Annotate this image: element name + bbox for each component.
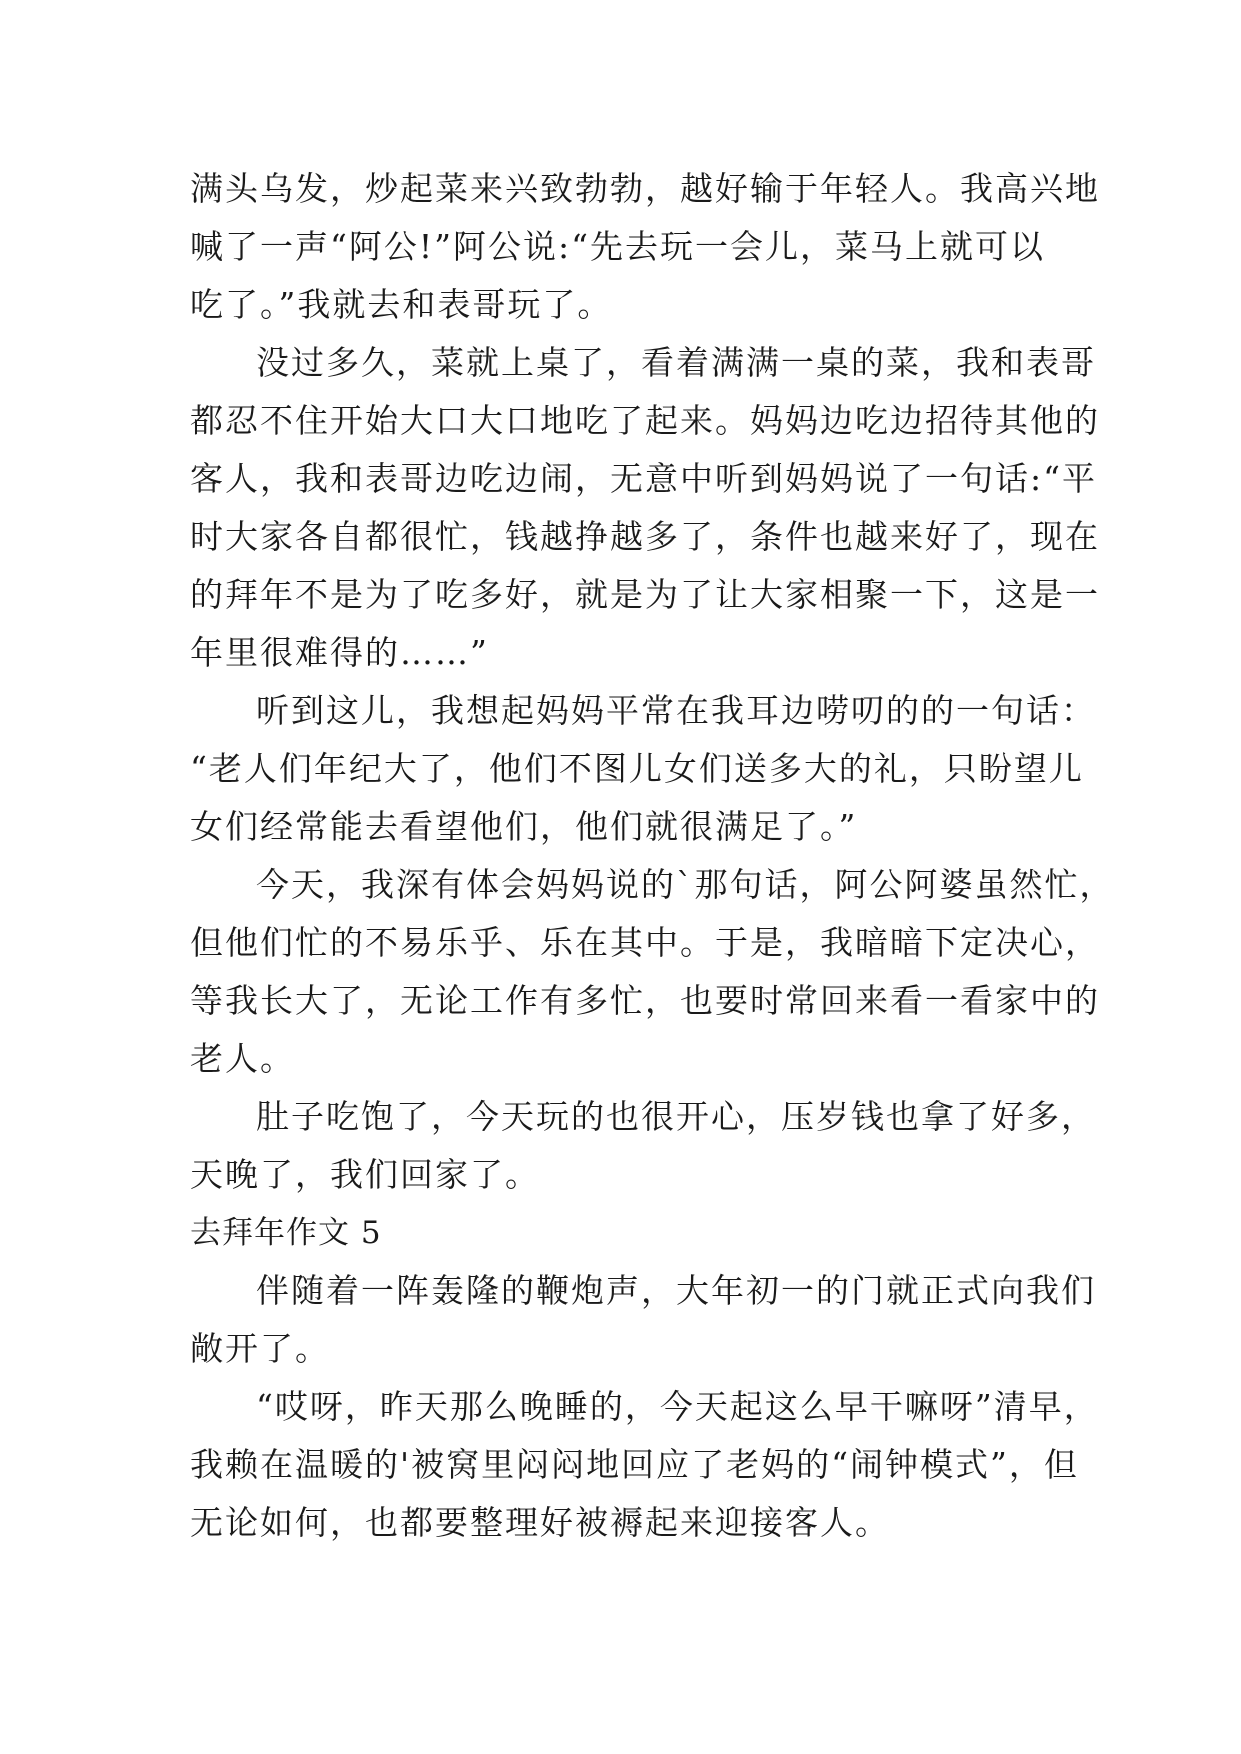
text-line: 吃了。”我就去和表哥玩了。 [190, 285, 613, 324]
paragraph [190, 856, 1115, 1088]
text-line: 都忍不住开始大口大口地吃了起来。妈妈边吃边招待其他的 [190, 401, 1100, 440]
text-line: 没过多久，菜就上桌了，看着满满一桌的菜，我和表哥 [256, 343, 1096, 382]
paragraph [190, 160, 1100, 334]
text-line: 听到这儿，我想起妈妈平常在我耳边唠叨的的一句话： [256, 691, 1096, 730]
text-line: 天晚了，我们回家了。 [190, 1155, 540, 1194]
text-line: 但他们忙的不易乐乎、乐在其中。于是，我暗暗下定决心， [190, 923, 1100, 962]
text-line: 满头乌发，炒起菜来兴致勃勃，越好输于年轻人。我高兴地 [190, 169, 1100, 208]
text-line: 老人。 [190, 1039, 295, 1078]
text-line: 无论如何，也都要整理好被褥起来迎接客人。 [190, 1503, 890, 1542]
paragraph [190, 1088, 1096, 1204]
text-line: “老人们年纪大了，他们不图儿女们送多大的礼，只盼望儿 [190, 749, 1084, 788]
paragraph [190, 1378, 1099, 1552]
document-page [190, 160, 1115, 1552]
text-line: 女们经常能去看望他们，他们就很满足了。” [190, 807, 858, 846]
text-line: 敞开了。 [190, 1329, 330, 1368]
text-line: 年里很难得的……” [190, 633, 489, 672]
text-line: 今天，我深有体会妈妈说的`那句话，阿公阿婆虽然忙， [256, 865, 1115, 904]
text-line: 伴随着一阵轰隆的鞭炮声，大年初一的门就正式向我们 [256, 1271, 1096, 1310]
text-line: 喊了一声“阿公!”阿公说:“先去玩一会儿，菜马上就可以 [190, 227, 1045, 266]
paragraph [190, 334, 1100, 682]
text-line: 等我长大了，无论工作有多忙，也要时常回来看一看家中的 [190, 981, 1100, 1020]
section-heading: 去拜年作文 5 [190, 1215, 382, 1251]
text-line: 肚子吃饱了，今天玩的也很开心，压岁钱也拿了好多， [256, 1097, 1096, 1136]
paragraph [190, 1262, 1096, 1378]
text-line: 时大家各自都很忙，钱越挣越多了，条件也越来好了，现在 [190, 517, 1100, 556]
text-line: “哎呀，昨天那么晚睡的，今天起这么早干嘛呀”清早， [256, 1387, 1099, 1426]
text-line: 的拜年不是为了吃多好，就是为了让大家相聚一下，这是一 [190, 575, 1100, 614]
text-line: 客人，我和表哥边吃边闹，无意中听到妈妈说了一句话:“平 [190, 459, 1097, 498]
paragraph [190, 682, 1096, 856]
text-line: 我赖在温暖的'被窝里闷闷地回应了老妈的“闹钟模式”，但 [190, 1445, 1079, 1484]
